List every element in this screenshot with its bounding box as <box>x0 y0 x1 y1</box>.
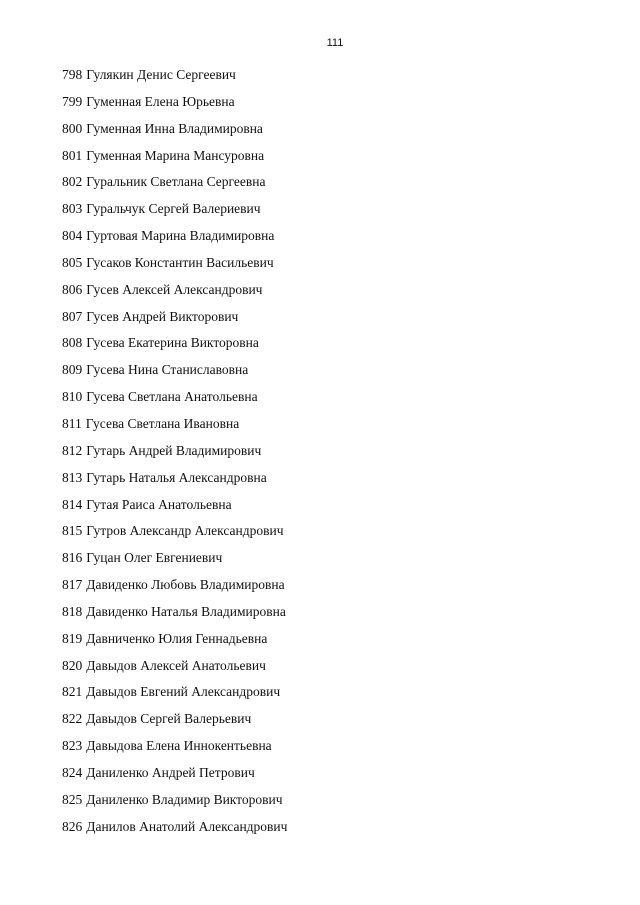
entry-name: Давыдов Алексей Анатольевич <box>86 657 266 673</box>
entry-name: Даниленко Владимир Викторович <box>86 791 283 807</box>
entry-number: 812 <box>62 442 83 458</box>
entry-number: 800 <box>62 120 83 136</box>
list-item <box>62 631 287 658</box>
list-item <box>62 67 287 94</box>
list-item <box>62 174 287 201</box>
entry-number: 804 <box>62 228 83 244</box>
list-item <box>62 201 287 228</box>
entry-number: 807 <box>62 308 83 324</box>
list-item <box>62 577 287 604</box>
entry-number: 816 <box>62 550 83 566</box>
entry-name: Гутая Раиса Анатольевна <box>86 496 232 512</box>
entry-name: Гутарь Андрей Владимирович <box>86 442 262 458</box>
entry-number: 801 <box>62 147 83 163</box>
entry-number: 798 <box>62 67 83 82</box>
entry-name: Гуральчук Сергей Валериевич <box>86 201 261 217</box>
entry-number: 806 <box>62 281 83 297</box>
name-list <box>62 67 287 845</box>
list-item <box>62 523 287 550</box>
list-item <box>62 550 287 577</box>
entry-number: 821 <box>62 684 83 700</box>
list-item <box>62 228 287 255</box>
entry-name: Гусева Екатерина Викторовна <box>86 335 259 351</box>
entry-number: 815 <box>62 523 83 539</box>
entry-number: 819 <box>62 630 83 646</box>
list-item <box>62 309 287 336</box>
list-item <box>62 389 287 416</box>
entry-name: Гуменная Елена Юрьевна <box>86 93 235 109</box>
entry-name: Гутров Александр Александрович <box>86 523 284 539</box>
entry-number: 805 <box>62 254 83 270</box>
entry-name: Гуртовая Марина Владимировна <box>86 228 275 244</box>
entry-number: 803 <box>62 201 83 217</box>
list-item <box>62 416 287 443</box>
entry-name: Гусаков Константин Васильевич <box>86 254 274 270</box>
entry-name: Давыдова Елена Иннокентьевна <box>86 738 272 754</box>
entry-name: Гусев Алексей Александрович <box>86 281 263 297</box>
entry-name: Даниленко Андрей Петрович <box>86 764 255 780</box>
entry-name: Гуменная Инна Владимировна <box>86 120 263 136</box>
entry-name: Гуральник Светлана Сергеевна <box>86 174 266 190</box>
entry-number: 813 <box>62 469 83 485</box>
entry-name: Давыдов Евгений Александрович <box>86 684 281 700</box>
entry-name: Гусева Светлана Анатольевна <box>86 389 258 405</box>
entry-name: Гусев Андрей Викторович <box>86 308 239 324</box>
list-item <box>62 792 287 819</box>
list-item <box>62 94 287 121</box>
entry-name: Гутарь Наталья Александровна <box>86 469 267 485</box>
list-item <box>62 497 287 524</box>
entry-number: 802 <box>62 174 83 190</box>
entry-name: Гуменная Марина Мансуровна <box>86 147 265 163</box>
entry-number: 810 <box>62 389 83 405</box>
entry-name: Гусева Светлана Ивановна <box>85 415 240 431</box>
list-item <box>62 765 287 792</box>
entry-name: Давиденко Любовь Владимировна <box>86 577 285 593</box>
entry-number: 826 <box>62 818 83 834</box>
list-item <box>62 121 287 148</box>
entry-name: Давыдов Сергей Валерьевич <box>86 711 252 727</box>
list-item <box>62 819 287 846</box>
list-item <box>62 282 287 309</box>
entry-name: Давниченко Юлия Геннадьевна <box>86 630 268 646</box>
entry-number: 823 <box>62 738 83 754</box>
entry-number: 820 <box>62 657 83 673</box>
list-item <box>62 711 287 738</box>
list-item <box>62 684 287 711</box>
list-item <box>62 604 287 631</box>
list-item <box>62 658 287 685</box>
list-item <box>62 148 287 175</box>
page-number: 111 <box>326 37 344 49</box>
entry-number: 799 <box>62 93 83 109</box>
list-item <box>62 443 287 470</box>
entry-name: Данилов Анатолий Александрович <box>86 818 288 834</box>
entry-number: 822 <box>62 711 83 727</box>
entry-name: Гусева Нина Станиславовна <box>86 362 249 378</box>
list-item <box>62 255 287 282</box>
entry-number: 818 <box>62 603 83 619</box>
list-item <box>62 470 287 497</box>
list-item <box>62 335 287 362</box>
entry-number: 817 <box>62 577 83 593</box>
entry-name: Гуцан Олег Евгениевич <box>86 550 223 566</box>
entry-number: 811 <box>62 415 82 431</box>
entry-name: Гулякин Денис Сергеевич <box>86 67 236 82</box>
entry-number: 824 <box>62 764 83 780</box>
entry-name: Давиденко Наталья Владимировна <box>86 603 286 619</box>
list-item <box>62 362 287 389</box>
entry-number: 825 <box>62 791 83 807</box>
entry-number: 809 <box>62 362 83 378</box>
list-item <box>62 738 287 765</box>
entry-number: 814 <box>62 496 83 512</box>
entry-number: 808 <box>62 335 83 351</box>
